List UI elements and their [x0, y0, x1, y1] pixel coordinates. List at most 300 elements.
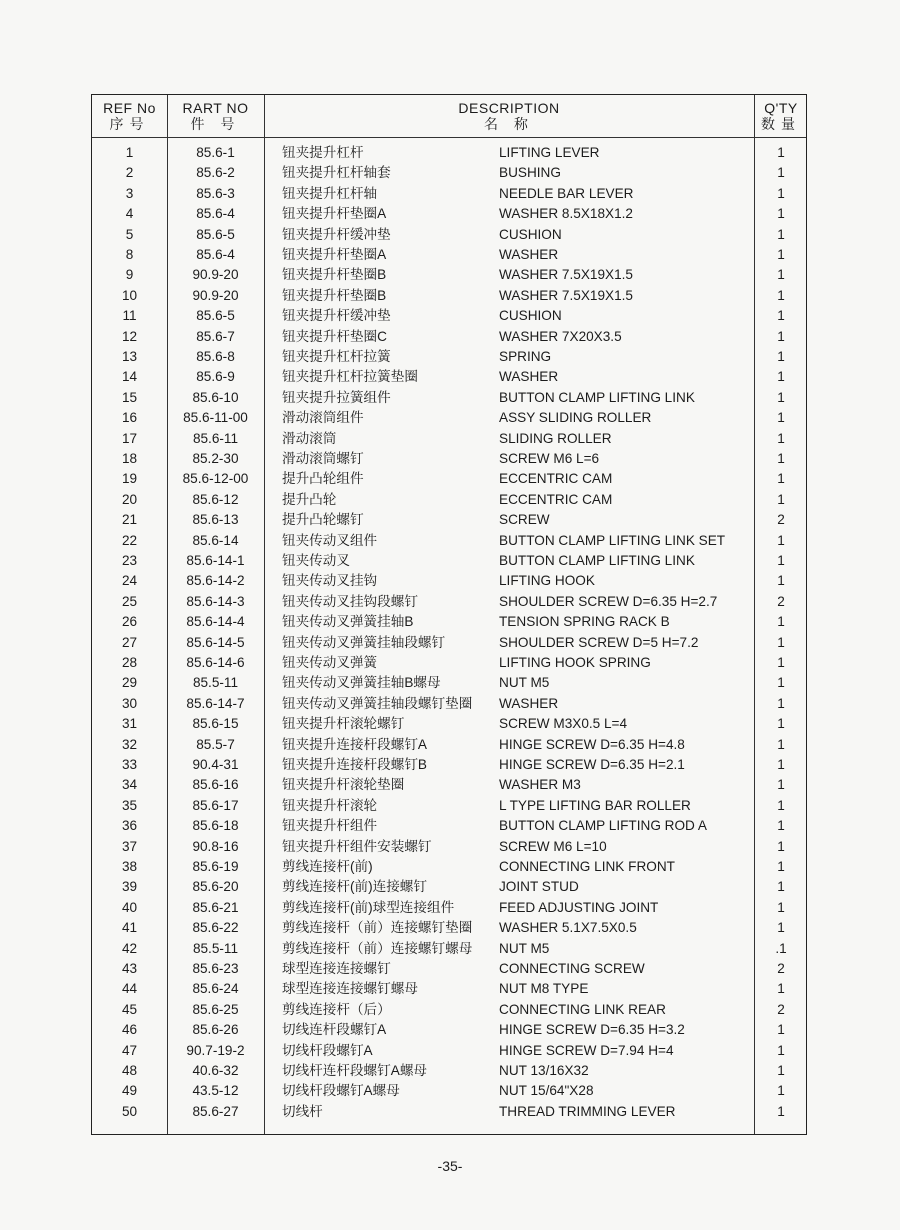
part-no: 85.6-4: [196, 247, 235, 262]
description-en: CONNECTING LINK REAR: [499, 1001, 666, 1017]
description-en: SPRING: [499, 349, 552, 364]
ref-no: 43: [121, 961, 138, 976]
description-zh: 钮夹提升杆垫圈C: [282, 328, 387, 344]
description-en: WASHER 7.5X19X1.5: [499, 267, 633, 283]
quantity: 1: [777, 491, 785, 507]
description-en: SHOULDER SCREW D=5 H=7.2: [499, 634, 699, 650]
quantity: 1: [777, 185, 785, 201]
part-no: 85.6-14-2: [186, 573, 245, 589]
description-zh: 切线连杆段螺钉A: [282, 1022, 387, 1038]
part-no: 43.5-12: [192, 1083, 239, 1099]
description-en: WASHER 7X20X3.5: [499, 328, 622, 344]
quantity: 1: [777, 206, 785, 222]
ref-no: 3: [125, 185, 134, 201]
table-row: [92, 1081, 806, 1101]
description-en: BUTTON CLAMP LIFTING LINK: [499, 553, 695, 568]
description-zh: 钮夹提升杆滚轮: [282, 797, 378, 813]
table-row: [92, 837, 806, 857]
description-zh: 提升凸轮: [282, 491, 337, 507]
quantity: 1: [777, 1063, 785, 1078]
header-description: [264, 95, 754, 137]
part-no: 85.6-9: [196, 369, 235, 385]
quantity: 1: [777, 777, 785, 793]
part-no: 85.6-12: [192, 491, 239, 507]
header-ref-zh: 序号: [109, 116, 150, 132]
quantity: 1: [777, 695, 785, 711]
description-zh: 钮夹提升杠杆拉簧: [282, 349, 391, 364]
description-zh: 切线杆: [282, 1103, 323, 1119]
description-en: TENSION SPRING RACK B: [499, 614, 670, 630]
header-ref-no: [92, 95, 167, 137]
table-row: [92, 347, 806, 367]
table-row: [92, 143, 806, 163]
header-part-zh: 件 号: [190, 116, 241, 132]
description-zh: 剪线连接杆(前)连接螺钉: [282, 879, 427, 895]
description-zh: 钮夹传动叉弹簧挂轴段螺钉垫圈: [282, 695, 473, 711]
ref-no: 34: [121, 777, 138, 793]
ref-no: 23: [121, 553, 138, 568]
ref-no: 10: [121, 287, 138, 303]
table-row: [92, 694, 806, 714]
ref-no: 27: [121, 634, 138, 650]
description-en: WASHER M3: [499, 777, 581, 793]
quantity: 1: [777, 308, 785, 324]
quantity: 1: [777, 920, 785, 936]
ref-no: 36: [121, 818, 138, 834]
ref-no: 22: [121, 532, 138, 548]
ref-no: 13: [121, 349, 138, 364]
part-no: 85.6-8: [196, 349, 235, 364]
description-en: HINGE SCREW D=6.35 H=2.1: [499, 757, 685, 772]
header-part-no: [167, 95, 264, 137]
table-row: [92, 918, 806, 938]
quantity: 1: [777, 369, 785, 385]
description-en: THREAD TRIMMING LEVER: [499, 1103, 676, 1119]
table-row: [92, 857, 806, 877]
description-zh: 球型连接连接螺钉螺母: [282, 981, 418, 997]
ref-no: 39: [121, 879, 138, 895]
table-row: [92, 510, 806, 530]
description-zh: 钮夹传动叉挂钩: [282, 573, 378, 589]
description-zh: 钮夹提升杆组件安装螺钉: [282, 838, 432, 854]
description-en: WASHER 5.1X7.5X0.5: [499, 920, 637, 936]
page-number: -35-: [437, 1158, 463, 1174]
quantity: 1: [777, 165, 785, 181]
ref-no: 14: [121, 369, 138, 385]
quantity: 1: [777, 838, 785, 854]
description-en: SCREW: [499, 512, 550, 528]
description-en: CUSHION: [499, 226, 562, 242]
ref-no: 44: [121, 981, 138, 997]
part-no: 85.6-1: [196, 145, 235, 160]
ref-no: 29: [121, 675, 138, 691]
description-zh: 滑动滚筒: [282, 430, 337, 446]
description-zh: 钮夹传动叉弹簧挂轴B: [282, 614, 414, 630]
ref-no: 49: [121, 1083, 138, 1099]
description-zh: 滑动滚筒螺钉: [282, 451, 364, 466]
part-no: 85.6-14-6: [186, 655, 245, 670]
quantity: 1: [777, 634, 785, 650]
table-row: [92, 245, 806, 265]
table-row: [92, 367, 806, 387]
description-en: ECCENTRIC CAM: [499, 491, 613, 507]
description-zh: 切线杆连杆段螺钉A螺母: [282, 1063, 428, 1078]
ref-no: 2: [125, 165, 134, 181]
quantity: 1: [777, 614, 785, 630]
ref-no: 4: [125, 206, 134, 222]
table-row: [92, 1102, 806, 1122]
table-row: [92, 939, 806, 959]
header-qty-en: Q'TY: [764, 100, 798, 116]
table-row: [92, 388, 806, 408]
ref-no: 37: [121, 838, 138, 854]
description-en: LIFTING HOOK SPRING: [499, 655, 651, 670]
part-no: 85.6-23: [192, 961, 239, 976]
quantity: 1: [777, 981, 785, 997]
part-no: 85.6-15: [192, 716, 239, 732]
description-zh: 切线杆段螺钉A螺母: [282, 1083, 400, 1099]
table-row: [92, 408, 806, 428]
ref-no: 8: [125, 247, 134, 262]
part-no: 85.6-7: [196, 328, 235, 344]
description-zh: 钮夹提升杆垫圈B: [282, 267, 387, 283]
quantity: 1: [777, 410, 785, 426]
description-zh: 钮夹提升杠杆轴: [282, 185, 378, 201]
header-desc-zh: 名 称: [484, 116, 534, 132]
quantity: 2: [777, 593, 785, 609]
table-row: [92, 1041, 806, 1061]
header-ref-en: REF No: [103, 100, 156, 116]
description-zh: 钮夹提升杆缓冲垫: [282, 308, 391, 324]
part-no: 85.6-26: [192, 1022, 239, 1038]
description-zh: 剪线连接杆(前): [282, 859, 373, 874]
part-no: 90.8-16: [192, 838, 239, 854]
quantity: 1: [777, 1042, 785, 1058]
description-en: WASHER: [499, 369, 559, 385]
quantity: 1: [777, 451, 785, 466]
table-row: [92, 673, 806, 693]
part-no: 85.6-25: [192, 1001, 239, 1017]
quantity: 1: [777, 145, 785, 160]
quantity: 1: [777, 797, 785, 813]
description-en: NUT M5: [499, 940, 550, 956]
description-zh: 钮夹提升杠杆拉簧垫圈: [282, 369, 418, 385]
ref-no: 50: [121, 1103, 138, 1119]
ref-no: 47: [121, 1042, 138, 1058]
quantity: 1: [777, 1083, 785, 1099]
ref-no: 32: [121, 736, 138, 752]
table-row: [92, 979, 806, 999]
quantity: 1: [777, 757, 785, 772]
quantity: 1: [777, 226, 785, 242]
part-no: 85.6-2: [196, 165, 235, 181]
description-zh: 提升凸轮组件: [282, 471, 364, 487]
description-zh: 球型连接连接螺钉: [282, 961, 391, 976]
table-row: [92, 204, 806, 224]
description-en: BUTTON CLAMP LIFTING LINK: [499, 389, 695, 405]
table-row: [92, 898, 806, 918]
part-no: 85.6-17: [192, 797, 239, 813]
description-en: SLIDING ROLLER: [499, 430, 612, 446]
part-no: 85.6-10: [192, 389, 239, 405]
header-divider: [92, 137, 806, 138]
table-row: [92, 714, 806, 734]
description-en: NEEDLE BAR LEVER: [499, 185, 634, 201]
table-row: [92, 612, 806, 632]
part-no: 85.5-11: [192, 675, 239, 691]
quantity: 1: [777, 553, 785, 568]
description-en: CONNECTING LINK FRONT: [499, 859, 675, 874]
table-row: [92, 633, 806, 653]
quantity: 2: [777, 1001, 785, 1017]
table-row: [92, 429, 806, 449]
part-no: 85.6-19: [192, 859, 239, 874]
description-zh: 滑动滚筒组件: [282, 410, 364, 426]
description-zh: 切线杆段螺钉A: [282, 1042, 373, 1058]
table-row: [92, 306, 806, 326]
part-no: 85.6-14-5: [186, 634, 245, 650]
description-en: FEED ADJUSTING JOINT: [499, 899, 659, 915]
ref-no: 45: [121, 1001, 138, 1017]
part-no: 85.6-3: [196, 185, 235, 201]
ref-no: 41: [121, 920, 138, 936]
table-row: [92, 775, 806, 795]
table-row: [92, 225, 806, 245]
description-zh: 剪线连接杆（后）: [282, 1001, 391, 1017]
part-no: 85.6-14-3: [186, 593, 245, 609]
table-row: [92, 755, 806, 775]
quantity: 1: [777, 573, 785, 589]
table-row: [92, 592, 806, 612]
quantity: 1: [777, 736, 785, 752]
part-no: 85.6-14-7: [186, 695, 245, 711]
description-en: NUT M8 TYPE: [499, 981, 589, 997]
description-en: WASHER 7.5X19X1.5: [499, 287, 633, 303]
description-en: NUT 15/64"X28: [499, 1083, 594, 1099]
description-en: BUTTON CLAMP LIFTING ROD A: [499, 818, 707, 834]
description-zh: 钮夹提升杆组件: [282, 818, 378, 834]
table-row: [92, 877, 806, 897]
part-no: 85.6-12-00: [182, 471, 249, 487]
description-zh: 剪线连接杆（前）连接螺钉螺母: [282, 940, 473, 956]
description-en: SCREW M6 L=6: [499, 451, 600, 466]
part-no: 85.6-27: [192, 1103, 239, 1119]
description-en: NUT 13/16X32: [499, 1063, 589, 1078]
quantity: 1: [777, 430, 785, 446]
ref-no: 12: [121, 328, 138, 344]
table-row: [92, 265, 806, 285]
description-zh: 钮夹提升连接杆段螺钉B: [282, 757, 428, 772]
table-row: [92, 163, 806, 183]
description-zh: 钮夹传动叉弹簧挂轴B螺母: [282, 675, 441, 691]
quantity: 2: [777, 512, 785, 528]
header-part-en: RART NO: [182, 100, 249, 116]
description-en: LIFTING HOOK: [499, 573, 595, 589]
description-zh: 钮夹提升杠杆轴套: [282, 165, 391, 181]
ref-no: 9: [125, 267, 134, 283]
part-no: 85.2-30: [192, 451, 239, 466]
part-no: 85.5-7: [196, 736, 235, 752]
part-no: 85.6-20: [192, 879, 239, 895]
part-no: 85.6-22: [192, 920, 239, 936]
quantity: 1: [777, 349, 785, 364]
ref-no: 5: [125, 226, 134, 242]
description-en: WASHER: [499, 247, 559, 262]
part-no: 85.6-14: [192, 532, 239, 548]
quantity: 1: [777, 471, 785, 487]
part-no: 85.6-24: [192, 981, 239, 997]
ref-no: 17: [121, 430, 138, 446]
ref-no: 38: [121, 859, 138, 874]
part-no: 90.7-19-2: [186, 1042, 245, 1058]
part-no: 85.6-11-00: [183, 410, 248, 426]
description-en: ASSY SLIDING ROLLER: [499, 410, 652, 426]
ref-no: 21: [121, 512, 138, 528]
part-no: 85.6-5: [196, 226, 235, 242]
description-en: SHOULDER SCREW D=6.35 H=2.7: [499, 593, 718, 609]
quantity: 1: [777, 389, 785, 405]
description-zh: 钮夹提升杆缓冲垫: [282, 226, 391, 242]
ref-no: 46: [121, 1022, 138, 1038]
description-en: CUSHION: [499, 308, 562, 324]
description-en: HINGE SCREW D=7.94 H=4: [499, 1042, 674, 1058]
description-en: BUTTON CLAMP LIFTING LINK SET: [499, 532, 726, 548]
description-en: L TYPE LIFTING BAR ROLLER: [499, 797, 691, 813]
ref-no: 11: [122, 308, 137, 324]
quantity: 1: [777, 818, 785, 834]
description-en: SCREW M6 L=10: [499, 838, 607, 854]
part-no: 85.6-13: [192, 512, 239, 528]
ref-no: 25: [121, 593, 138, 609]
header-desc-en: DESCRIPTION: [458, 100, 560, 116]
description-zh: 钮夹提升杆滚轮螺钉: [282, 716, 405, 732]
quantity: 1: [777, 267, 785, 283]
description-en: LIFTING LEVER: [499, 145, 600, 160]
table-row: [92, 796, 806, 816]
table-row: [92, 959, 806, 979]
part-no: 85.6-16: [192, 777, 239, 793]
description-zh: 钮夹提升杆垫圈A: [282, 206, 387, 222]
quantity: 1: [777, 859, 785, 874]
table-row: [92, 490, 806, 510]
quantity: 1: [777, 287, 785, 303]
description-zh: 剪线连接杆(前)球型连接组件: [282, 899, 455, 915]
quantity: 1: [777, 532, 785, 548]
description-en: HINGE SCREW D=6.35 H=4.8: [499, 736, 685, 752]
table-row: [92, 653, 806, 673]
table-row: [92, 1000, 806, 1020]
quantity: 1: [777, 1022, 785, 1038]
quantity: 1: [777, 675, 785, 691]
ref-no: 15: [121, 389, 138, 405]
ref-no: 20: [121, 491, 138, 507]
description-en: JOINT STUD: [499, 879, 579, 895]
parts-table: [91, 94, 807, 1135]
header-qty: [754, 95, 808, 137]
ref-no: 16: [121, 410, 138, 426]
part-no: 90.4-31: [192, 757, 239, 772]
table-row: [92, 531, 806, 551]
description-zh: 钮夹传动叉弹簧: [282, 655, 378, 670]
table-row: [92, 469, 806, 489]
quantity: 1: [777, 716, 785, 732]
ref-no: 35: [121, 797, 138, 813]
quantity: 2: [777, 961, 785, 976]
description-zh: 钮夹提升杆垫圈A: [282, 247, 387, 262]
description-en: ECCENTRIC CAM: [499, 471, 613, 487]
table-row: [92, 571, 806, 591]
header-qty-zh: 数量: [761, 116, 801, 132]
ref-no: 28: [121, 655, 138, 670]
quantity: .1: [775, 940, 787, 956]
ref-no: 26: [121, 614, 138, 630]
quantity: 1: [777, 655, 785, 670]
description-en: HINGE SCREW D=6.35 H=3.2: [499, 1022, 685, 1038]
description-en: SCREW M3X0.5 L=4: [499, 716, 628, 732]
table-row: [92, 816, 806, 836]
table-row: [92, 1061, 806, 1081]
table-row: [92, 735, 806, 755]
part-no: 85.6-18: [192, 818, 239, 834]
ref-no: 48: [121, 1063, 138, 1078]
table-row: [92, 449, 806, 469]
quantity: 1: [777, 328, 785, 344]
description-zh: 钮夹提升拉簧组件: [282, 389, 391, 405]
description-zh: 提升凸轮螺钉: [282, 512, 364, 528]
description-zh: 钮夹传动叉组件: [282, 532, 378, 548]
quantity: 1: [777, 879, 785, 895]
description-zh: 钮夹传动叉: [282, 553, 350, 568]
table-row: [92, 327, 806, 347]
part-no: 40.6-32: [192, 1063, 239, 1078]
description-en: WASHER 8.5X18X1.2: [499, 206, 633, 222]
description-en: BUSHING: [499, 165, 561, 181]
part-no: 85.6-14-4: [186, 614, 245, 630]
table-row: [92, 286, 806, 306]
description-zh: 剪线连接杆（前）连接螺钉垫圈: [282, 920, 473, 936]
description-zh: 钮夹提升连接杆段螺钉A: [282, 736, 428, 752]
ref-no: 30: [121, 695, 138, 711]
ref-no: 40: [121, 899, 138, 915]
description-en: CONNECTING SCREW: [499, 961, 645, 976]
ref-no: 33: [121, 757, 138, 772]
table-row: [92, 551, 806, 571]
description-en: WASHER: [499, 695, 559, 711]
part-no: 85.6-14-1: [186, 553, 245, 568]
table-row: [92, 1020, 806, 1040]
part-no: 85.6-4: [196, 206, 235, 222]
part-no: 90.9-20: [192, 267, 239, 283]
ref-no: 42: [121, 940, 138, 956]
ref-no: 18: [121, 451, 138, 466]
quantity: 1: [777, 899, 785, 915]
part-no: 85.6-11: [192, 430, 239, 446]
ref-no: 1: [125, 145, 134, 160]
part-no: 90.9-20: [192, 287, 239, 303]
description-zh: 钮夹传动叉挂钩段螺钉: [282, 593, 418, 609]
ref-no: 24: [121, 573, 138, 589]
ref-no: 19: [121, 471, 138, 487]
part-no: 85.6-5: [196, 308, 235, 324]
part-no: 85.6-21: [192, 899, 239, 915]
quantity: 1: [777, 1103, 785, 1119]
description-en: NUT M5: [499, 675, 550, 691]
description-zh: 钮夹提升杠杆: [282, 145, 364, 160]
table-row: [92, 184, 806, 204]
description-zh: 钮夹提升杆垫圈B: [282, 287, 387, 303]
description-zh: 钮夹提升杆滚轮垫圈: [282, 777, 405, 793]
quantity: 1: [777, 247, 785, 262]
